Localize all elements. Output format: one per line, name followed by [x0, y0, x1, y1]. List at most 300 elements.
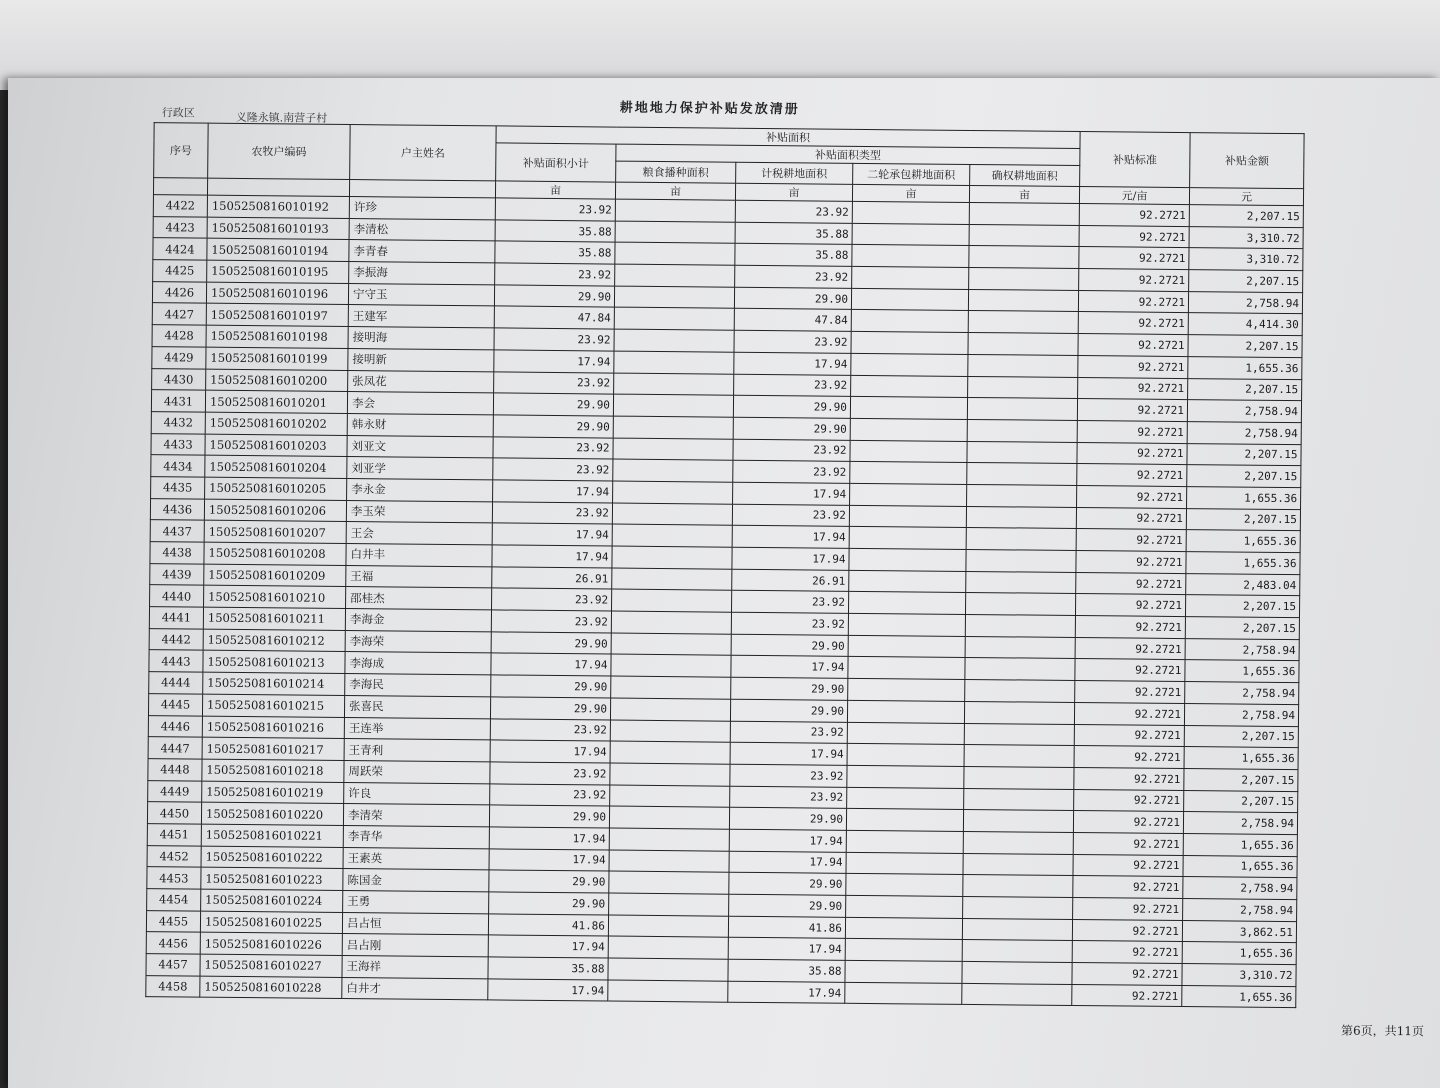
cell-seq: 4449	[148, 780, 202, 802]
unit-code-blank	[207, 178, 349, 196]
cell-area-subtotal: 41.86	[488, 914, 608, 937]
cell-name: 王青利	[344, 739, 490, 762]
cell-code: 1505250816010225	[200, 911, 342, 934]
cell-amount: 2,758.94	[1187, 400, 1301, 423]
cell-contract-area	[847, 765, 964, 788]
region-label: 行政区	[161, 106, 195, 120]
cell-amount: 3,862.51	[1182, 920, 1296, 943]
cell-grain-area	[613, 394, 733, 417]
cell-code: 1505250816010195	[207, 260, 349, 283]
cell-amount: 1,655.36	[1182, 985, 1296, 1008]
cell-taxed-area: 29.90	[733, 395, 850, 418]
cell-area-subtotal: 23.92	[492, 588, 612, 611]
cell-contract-area	[849, 527, 966, 550]
cell-name: 李海民	[345, 674, 491, 697]
cell-name: 王素英	[343, 847, 489, 870]
cell-confirmed-area	[965, 636, 1075, 659]
header-standard: 补贴标准	[1080, 132, 1191, 188]
cell-grain-area	[610, 763, 730, 786]
subsidy-table	[145, 122, 1304, 1008]
cell-taxed-area: 23.92	[730, 721, 847, 744]
cell-amount: 2,207.15	[1186, 508, 1300, 531]
cell-area-subtotal: 23.92	[495, 263, 615, 286]
cell-standard: 92.2721	[1079, 247, 1189, 270]
cell-contract-area	[846, 830, 963, 853]
cell-taxed-area: 35.88	[735, 222, 852, 245]
cell-grain-area	[610, 741, 730, 764]
document-title: 耕地地力保护补贴发放清册	[619, 100, 800, 118]
cell-area-subtotal: 23.92	[493, 436, 613, 459]
cell-seq: 4436	[150, 498, 204, 520]
cell-seq: 4430	[152, 368, 206, 390]
cell-area-subtotal: 23.92	[493, 458, 613, 481]
cell-grain-area	[614, 286, 734, 309]
cell-contract-area	[849, 570, 966, 593]
cell-area-subtotal: 29.90	[493, 393, 613, 416]
cell-amount: 2,207.15	[1187, 465, 1301, 488]
cell-name: 李海金	[345, 609, 491, 632]
header-area-type: 补贴面积类型	[616, 144, 1080, 165]
cell-standard: 92.2721	[1077, 420, 1187, 443]
cell-code: 1505250816010198	[206, 325, 348, 348]
cell-code: 1505250816010217	[202, 737, 344, 760]
cell-name: 李清荣	[343, 804, 489, 827]
cell-area-subtotal: 17.94	[490, 740, 610, 763]
cell-grain-area	[613, 438, 733, 461]
header-area-subtotal: 补贴面积小计	[496, 143, 616, 182]
cell-amount: 2,758.94	[1183, 899, 1297, 922]
cell-amount: 1,655.36	[1182, 942, 1296, 965]
cell-confirmed-area	[968, 354, 1078, 377]
cell-grain-area	[612, 503, 732, 526]
cell-standard: 92.2721	[1075, 594, 1185, 617]
cell-standard: 92.2721	[1077, 442, 1187, 465]
cell-taxed-area: 17.94	[732, 526, 849, 549]
cell-area-subtotal: 17.94	[488, 935, 608, 958]
cell-seq: 4458	[146, 975, 200, 997]
cell-area-subtotal: 29.90	[491, 675, 611, 698]
header-name: 户主姓名	[350, 125, 497, 181]
cell-standard: 92.2721	[1075, 681, 1185, 704]
cell-confirmed-area	[965, 680, 1075, 703]
cell-confirmed-area	[966, 549, 1076, 572]
cell-seq: 4435	[151, 477, 205, 499]
cell-name: 许珍	[349, 197, 495, 220]
cell-amount: 1,655.36	[1186, 552, 1300, 575]
cell-amount: 2,207.15	[1185, 617, 1299, 640]
cell-grain-area	[613, 481, 733, 504]
cell-confirmed-area	[964, 723, 1074, 746]
cell-area-subtotal: 29.90	[489, 892, 609, 915]
cell-contract-area	[851, 353, 968, 376]
cell-grain-area	[611, 676, 731, 699]
cell-taxed-area: 29.90	[730, 699, 847, 722]
cell-contract-area	[846, 809, 963, 832]
cell-taxed-area: 17.94	[728, 938, 845, 961]
cell-area-subtotal: 29.90	[493, 415, 613, 438]
cell-taxed-area: 29.90	[734, 287, 851, 310]
cell-grain-area	[614, 351, 734, 374]
cell-standard: 92.2721	[1078, 334, 1188, 357]
cell-standard: 92.2721	[1074, 746, 1184, 769]
cell-taxed-area: 29.90	[729, 807, 846, 830]
cell-grain-area	[608, 936, 728, 959]
cell-standard: 92.2721	[1074, 767, 1184, 790]
cell-code: 1505250816010219	[202, 781, 344, 804]
cell-amount: 1,655.36	[1183, 855, 1297, 878]
cell-contract-area	[849, 505, 966, 528]
cell-taxed-area: 23.92	[733, 439, 850, 462]
header-grain: 粮食播种面积	[616, 161, 736, 183]
cell-area-subtotal: 29.90	[494, 285, 614, 308]
cell-amount: 2,758.94	[1185, 682, 1299, 705]
cell-area-subtotal: 17.94	[492, 523, 612, 546]
cell-name: 许良	[344, 782, 490, 805]
cell-amount: 2,207.15	[1185, 595, 1299, 618]
cell-contract-area	[850, 397, 967, 420]
cell-contract-area	[851, 375, 968, 398]
cell-taxed-area: 23.92	[735, 265, 852, 288]
cell-name: 宁守玉	[348, 283, 494, 306]
cell-code: 1505250816010203	[205, 434, 347, 457]
cell-confirmed-area	[966, 571, 1076, 594]
cell-confirmed-area	[967, 484, 1077, 507]
cell-taxed-area: 17.94	[731, 656, 848, 679]
cell-standard: 92.2721	[1078, 312, 1188, 335]
header-contract: 二轮承包耕地面积	[853, 163, 970, 185]
cell-taxed-area: 29.90	[733, 417, 850, 440]
unit-taxed: 亩	[735, 183, 852, 201]
cell-confirmed-area	[962, 983, 1072, 1006]
cell-seq: 4439	[150, 563, 204, 585]
cell-confirmed-area	[965, 593, 1075, 616]
cell-standard: 92.2721	[1075, 659, 1185, 682]
cell-standard: 92.2721	[1078, 290, 1188, 313]
cell-standard: 92.2721	[1074, 789, 1184, 812]
unit-amount: 元	[1189, 188, 1303, 206]
unit-standard: 元/亩	[1079, 187, 1189, 205]
cell-standard: 92.2721	[1072, 941, 1182, 964]
cell-seq: 4424	[153, 238, 207, 260]
cell-taxed-area: 17.94	[729, 829, 846, 852]
cell-grain-area	[611, 654, 731, 677]
cell-confirmed-area	[962, 940, 1072, 963]
cell-confirmed-area	[964, 745, 1074, 768]
cell-area-subtotal: 47.84	[494, 306, 614, 329]
cell-seq: 4456	[146, 932, 200, 954]
cell-contract-area	[847, 787, 964, 810]
cell-code: 1505250816010216	[202, 716, 344, 739]
cell-grain-area	[615, 221, 735, 244]
cell-seq: 4434	[151, 455, 205, 477]
cell-seq: 4438	[150, 542, 204, 564]
cell-contract-area	[846, 874, 963, 897]
cell-name: 李清松	[349, 218, 495, 241]
unit-subtotal: 亩	[495, 181, 615, 199]
cell-contract-area	[850, 462, 967, 485]
cell-confirmed-area	[969, 202, 1079, 225]
cell-name: 李振海	[349, 262, 495, 285]
cell-code: 1505250816010213	[203, 651, 345, 674]
cell-area-subtotal: 17.94	[494, 350, 614, 373]
cell-grain-area	[609, 871, 729, 894]
cell-code: 1505250816010223	[201, 867, 343, 890]
cell-code: 1505250816010205	[205, 477, 347, 500]
cell-name: 王勇	[343, 890, 489, 913]
cell-standard: 92.2721	[1074, 702, 1184, 725]
unit-confirmed: 亩	[969, 185, 1079, 203]
cell-seq: 4440	[150, 585, 204, 607]
cell-contract-area	[851, 331, 968, 354]
cell-area-subtotal: 23.92	[492, 502, 612, 525]
cell-standard: 92.2721	[1079, 204, 1189, 227]
cell-seq: 4444	[149, 672, 203, 694]
cell-taxed-area: 23.92	[731, 591, 848, 614]
cell-code: 1505250816010210	[204, 586, 346, 609]
cell-contract-area	[851, 310, 968, 333]
cell-code: 1505250816010209	[204, 564, 346, 587]
cell-grain-area	[611, 633, 731, 656]
cell-taxed-area: 35.88	[728, 959, 845, 982]
cell-seq: 4447	[148, 737, 202, 759]
cell-amount: 2,207.15	[1187, 443, 1301, 466]
cell-confirmed-area	[969, 268, 1079, 291]
cell-name: 刘亚文	[347, 435, 493, 458]
cell-contract-area	[852, 223, 969, 246]
cell-confirmed-area	[963, 875, 1073, 898]
cell-name: 白井丰	[346, 543, 492, 566]
cell-confirmed-area	[966, 506, 1076, 529]
cell-contract-area	[852, 201, 969, 224]
cell-contract-area	[847, 722, 964, 745]
cell-name: 李玉荣	[346, 500, 492, 523]
cell-seq: 4448	[148, 758, 202, 780]
cell-seq: 4422	[153, 195, 207, 217]
cell-standard: 92.2721	[1072, 984, 1182, 1007]
cell-amount: 2,758.94	[1188, 291, 1302, 314]
cell-grain-area	[609, 850, 729, 873]
cell-confirmed-area	[963, 896, 1073, 919]
cell-standard: 92.2721	[1075, 616, 1185, 639]
cell-confirmed-area	[966, 528, 1076, 551]
cell-standard: 92.2721	[1076, 572, 1186, 595]
cell-name: 王连举	[344, 717, 490, 740]
cell-contract-area	[845, 939, 962, 962]
cell-confirmed-area	[963, 810, 1073, 833]
cell-amount: 2,207.15	[1188, 378, 1302, 401]
cell-confirmed-area	[964, 701, 1074, 724]
cell-seq: 4446	[148, 715, 202, 737]
cell-contract-area	[848, 635, 965, 658]
cell-grain-area	[610, 785, 730, 808]
cell-grain-area	[612, 546, 732, 569]
cell-confirmed-area	[967, 419, 1077, 442]
cell-grain-area	[614, 373, 734, 396]
cell-amount: 2,483.04	[1186, 573, 1300, 596]
cell-amount: 2,207.15	[1189, 205, 1303, 228]
cell-taxed-area: 23.92	[733, 460, 850, 483]
cell-code: 1505250816010218	[202, 759, 344, 782]
cell-taxed-area: 29.90	[731, 677, 848, 700]
cell-amount: 2,207.15	[1189, 270, 1303, 293]
cell-standard: 92.2721	[1076, 551, 1186, 574]
cell-seq: 4450	[147, 802, 201, 824]
cell-taxed-area: 23.92	[730, 786, 847, 809]
cell-taxed-area: 29.90	[731, 634, 848, 657]
cell-amount: 2,758.94	[1184, 703, 1298, 726]
cell-code: 1505250816010207	[204, 520, 346, 543]
cell-grain-area	[612, 589, 732, 612]
cell-contract-area	[845, 960, 962, 983]
cell-amount: 1,655.36	[1184, 747, 1298, 770]
document-sheet	[131, 88, 1424, 1085]
cell-standard: 92.2721	[1077, 464, 1187, 487]
cell-grain-area	[613, 459, 733, 482]
cell-grain-area	[609, 893, 729, 916]
cell-taxed-area: 47.84	[734, 309, 851, 332]
cell-taxed-area: 17.94	[728, 981, 845, 1004]
cell-name: 吕占恒	[342, 912, 488, 935]
cell-code: 1505250816010192	[207, 195, 349, 218]
cell-name: 周跃荣	[344, 760, 490, 783]
cell-standard: 92.2721	[1079, 269, 1189, 292]
cell-confirmed-area	[968, 311, 1078, 334]
cell-area-subtotal: 23.92	[490, 783, 610, 806]
cell-grain-area	[608, 980, 728, 1003]
cell-seq: 4423	[153, 216, 207, 238]
cell-area-subtotal: 17.94	[489, 827, 609, 850]
cell-taxed-area: 35.88	[735, 244, 852, 267]
cell-standard: 92.2721	[1073, 876, 1183, 899]
cell-seq: 4428	[152, 325, 206, 347]
cell-grain-area	[615, 264, 735, 287]
header-code: 农牧户编码	[208, 123, 351, 179]
cell-taxed-area: 23.92	[735, 200, 852, 223]
header-seq: 序号	[154, 123, 209, 179]
cell-taxed-area: 26.91	[732, 569, 849, 592]
cell-amount: 3,310.72	[1189, 248, 1303, 271]
cell-contract-area	[850, 483, 967, 506]
cell-taxed-area: 17.94	[734, 352, 851, 375]
cell-contract-area	[849, 548, 966, 571]
cell-contract-area	[850, 440, 967, 463]
cell-confirmed-area	[964, 766, 1074, 789]
cell-name: 李会	[347, 392, 493, 415]
cell-seq: 4425	[153, 260, 207, 282]
cell-taxed-area: 17.94	[733, 482, 850, 505]
cell-amount: 4,414.30	[1188, 313, 1302, 336]
cell-area-subtotal: 23.92	[495, 198, 615, 221]
cell-grain-area	[612, 568, 732, 591]
unit-contract: 亩	[852, 184, 969, 202]
cell-area-subtotal: 29.90	[489, 870, 609, 893]
cell-name: 接明新	[348, 348, 494, 371]
cell-seq: 4455	[146, 910, 200, 932]
cell-taxed-area: 17.94	[732, 547, 849, 570]
cell-standard: 92.2721	[1077, 399, 1187, 422]
cell-seq: 4454	[147, 889, 201, 911]
cell-area-subtotal: 17.94	[488, 979, 608, 1002]
cell-seq: 4429	[152, 346, 206, 368]
cell-code: 1505250816010204	[205, 455, 347, 478]
cell-area-subtotal: 23.92	[494, 371, 614, 394]
cell-contract-area	[848, 613, 965, 636]
cell-code: 1505250816010202	[205, 412, 347, 435]
cell-amount: 1,655.36	[1183, 833, 1297, 856]
cell-standard: 92.2721	[1076, 529, 1186, 552]
cell-area-subtotal: 17.94	[493, 480, 613, 503]
cell-area-subtotal: 35.88	[495, 220, 615, 243]
cell-grain-area	[614, 329, 734, 352]
background-page	[0, 0, 1440, 90]
cell-amount: 2,207.15	[1188, 335, 1302, 358]
cell-contract-area	[848, 592, 965, 615]
cell-contract-area	[845, 982, 962, 1005]
cell-grain-area	[610, 698, 730, 721]
cell-amount: 2,758.94	[1187, 421, 1301, 444]
unit-seq-blank	[153, 178, 207, 196]
cell-area-subtotal: 23.92	[490, 718, 610, 741]
cell-seq: 4452	[147, 845, 201, 867]
cell-contract-area	[852, 266, 969, 289]
cell-name: 吕占刚	[342, 934, 488, 957]
cell-grain-area	[613, 416, 733, 439]
header-taxed: 计税耕地面积	[736, 162, 853, 184]
cell-code: 1505250816010200	[206, 369, 348, 392]
cell-amount: 1,655.36	[1185, 660, 1299, 683]
cell-grain-area	[611, 611, 731, 634]
cell-area-subtotal: 26.91	[492, 567, 612, 590]
cell-standard: 92.2721	[1073, 897, 1183, 920]
cell-amount: 2,207.15	[1184, 790, 1298, 813]
cell-name: 王福	[346, 565, 492, 588]
region-value: 义隆永镇.南营子村	[235, 110, 328, 125]
cell-contract-area	[846, 852, 963, 875]
cell-taxed-area: 41.86	[728, 916, 845, 939]
cell-seq: 4457	[146, 954, 200, 976]
cell-seq: 4445	[148, 693, 202, 715]
cell-code: 1505250816010201	[205, 390, 347, 413]
cell-seq: 4431	[151, 390, 205, 412]
cell-confirmed-area	[962, 961, 1072, 984]
cell-contract-area	[847, 744, 964, 767]
cell-grain-area	[608, 915, 728, 938]
cell-code: 1505250816010208	[204, 542, 346, 565]
cell-contract-area	[848, 678, 965, 701]
cell-area-subtotal: 17.94	[492, 545, 612, 568]
cell-contract-area	[850, 418, 967, 441]
cell-contract-area	[851, 288, 968, 311]
cell-name: 李永金	[347, 478, 493, 501]
cell-seq: 4437	[150, 520, 204, 542]
cell-code: 1505250816010212	[203, 629, 345, 652]
cell-standard: 92.2721	[1079, 225, 1189, 248]
cell-area-subtotal: 35.88	[495, 241, 615, 264]
cell-standard: 92.2721	[1077, 485, 1187, 508]
header-amount: 补贴金额	[1190, 133, 1305, 189]
cell-code: 1505250816010215	[202, 694, 344, 717]
cell-standard: 92.2721	[1075, 637, 1185, 660]
cell-grain-area	[610, 720, 730, 743]
cell-taxed-area: 23.92	[734, 330, 851, 353]
cell-standard: 92.2721	[1073, 811, 1183, 834]
cell-name: 李青华	[343, 825, 489, 848]
cell-confirmed-area	[968, 333, 1078, 356]
cell-confirmed-area	[964, 788, 1074, 811]
cell-code: 1505250816010194	[207, 239, 349, 262]
header-confirmed: 确权耕地面积	[970, 164, 1080, 186]
cell-confirmed-area	[969, 224, 1079, 247]
